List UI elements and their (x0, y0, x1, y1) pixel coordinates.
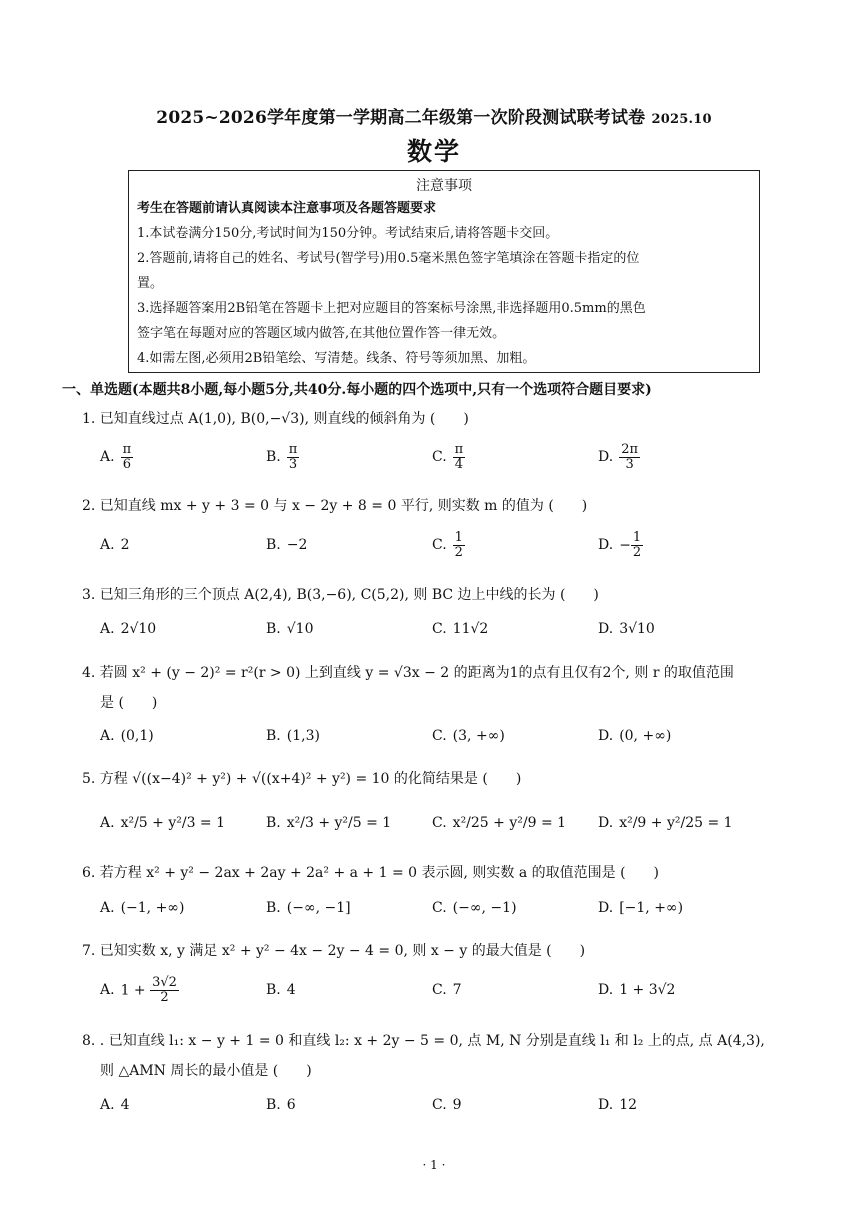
question-text-continued: 则 △AMN 周长的最小值是 ( ) (100, 1063, 312, 1079)
option-value: 2 (120, 537, 130, 553)
option-a (100, 806, 225, 840)
option-row (100, 528, 800, 562)
fraction (150, 976, 179, 1005)
option-label: D. (598, 728, 614, 744)
question-text: 1. 已知直线过点 A(1,0), B(0,−√3), 则直线的倾斜角为 ( ) (82, 411, 469, 427)
option-label: B. (266, 900, 281, 916)
fraction-numerator: 3√2 (152, 974, 177, 990)
option-value: 7 (452, 982, 462, 998)
notice-item: 置。 (137, 276, 164, 291)
exam-title-text: 2025~2026学年度第一学期高二年级第一次阶段测试联考试卷 (156, 108, 646, 128)
notice-item: 2.答题前,请将自己的姓名、考试号(智学号)用0.5毫米黑色签字笔填涂在答题卡指定的位 (137, 251, 640, 266)
option-label: A. (100, 1097, 115, 1113)
option-label: A. (100, 449, 115, 465)
question-stem (82, 580, 802, 610)
option-c (432, 719, 505, 753)
option-label: C. (432, 537, 447, 553)
question-stem (82, 658, 802, 718)
option-a (100, 719, 154, 753)
notice-bold-line: 考生在答题前请认真阅读本注意事项及各题答题要求 (137, 201, 437, 216)
fraction-denominator: 4 (454, 456, 464, 472)
option-label: B. (266, 728, 281, 744)
question-text: 5. 方程 √((x−4)² + y²) + √((x+4)² + y²) = 10 的化简结果是 ( ) (82, 771, 522, 787)
option-row (100, 612, 800, 646)
option-value: 3√10 (619, 621, 655, 637)
option-d (598, 612, 655, 646)
option-label: A. (100, 621, 115, 637)
question-stem (82, 1026, 802, 1086)
option-value: 6 (286, 1097, 296, 1113)
option-value: x²/9 + y²/25 = 1 (619, 815, 733, 831)
fraction-denominator: 6 (122, 456, 131, 472)
option-label: B. (266, 449, 281, 465)
option-value: 1 + 3√2 (619, 982, 676, 998)
option-label: B. (266, 1097, 281, 1113)
exam-date: 2025.10 (651, 112, 712, 127)
option-value (619, 443, 640, 472)
option-a (100, 612, 156, 646)
option-label: D. (598, 537, 614, 553)
option-a (100, 973, 179, 1007)
notice-box (128, 170, 760, 373)
option-a (100, 891, 184, 925)
fraction-denominator: 2 (454, 544, 463, 560)
option-value: −2 (286, 537, 308, 553)
option-value: 4 (286, 982, 296, 998)
fraction-numerator: 1 (454, 529, 463, 545)
option-label: B. (266, 537, 281, 553)
option-label: B. (266, 982, 281, 998)
question-text: 6. 若方程 x² + y² − 2ax + 2ay + 2a² + a + 1 = 0 表示圆, 则实数 a 的取值范围是 ( ) (82, 865, 660, 881)
fraction-numerator: π (454, 441, 464, 457)
option-value: 11√2 (452, 621, 489, 637)
option-label: A. (100, 537, 115, 553)
option-label: A. (100, 982, 115, 998)
option-value: x²/25 + y²/9 = 1 (452, 815, 567, 831)
question-text-continued: 是 ( ) (100, 695, 158, 711)
fraction-numerator: 1 (632, 529, 642, 545)
option-value (121, 976, 179, 1005)
option-b (266, 612, 314, 646)
option-value: 4 (120, 1097, 130, 1113)
option-value: (1,3) (286, 728, 320, 744)
option-label: A. (100, 900, 115, 916)
fraction-numerator: π (122, 441, 132, 457)
option-value (121, 443, 134, 472)
option-b (266, 528, 307, 562)
option-d (598, 719, 671, 753)
option-c (432, 806, 566, 840)
option-d (598, 806, 733, 840)
question-text: 4. 若圆 x² + (y − 2)² = r²(r > 0) 上到直线 y = √3x − 2 的距离为1的点有且仅有2个, 则 r 的取值范围 (82, 665, 734, 681)
option-b (266, 806, 391, 840)
option-value: √10 (286, 621, 314, 637)
fraction-numerator: 2π (621, 441, 639, 457)
option-row (100, 973, 800, 1007)
question-stem (82, 404, 802, 434)
question-text: 7. 已知实数 x, y 满足 x² + y² − 4x − 2y − 4 = 0, 则 x − y 的最大值是 ( ) (82, 943, 586, 959)
option-label: B. (266, 621, 281, 637)
option-d (598, 528, 643, 562)
option-value: (0,1) (120, 728, 154, 744)
option-label: C. (432, 621, 447, 637)
page-number: · 1 · (422, 1158, 446, 1172)
question-text: 2. 已知直线 mx + y + 3 = 0 与 x − 2y + 8 = 0 平行, 则实数 m 的值为 ( ) (82, 498, 588, 514)
question-stem (82, 936, 802, 966)
option-value: (0, +∞) (619, 728, 672, 744)
option-row (100, 440, 800, 474)
option-a (100, 440, 133, 474)
option-label: A. (100, 815, 115, 831)
option-label: C. (432, 449, 447, 465)
option-c (432, 973, 462, 1007)
option-d (598, 440, 640, 474)
section-title: 一、单选题(本题共8小题,每小题5分,共40分.每小题的四个选项中,只有一个选项符合题目要求) (62, 382, 652, 398)
option-b (266, 1088, 296, 1122)
option-value: (3, +∞) (452, 728, 505, 744)
option-prefix: 1 + (120, 982, 151, 998)
fraction-numerator: π (288, 441, 298, 457)
question-stem (82, 858, 802, 888)
question-text: 8. . 已知直线 l₁: x − y + 1 = 0 和直线 l₂: x + 2y − 5 = 0, 点 M, N 分别是直线 l₁ 和 l₂ 上的点, 点 A(4,3), (82, 1033, 765, 1049)
option-label: C. (432, 1097, 447, 1113)
option-row (100, 806, 800, 840)
option-c (432, 440, 465, 474)
option-b (266, 440, 299, 474)
option-d (598, 891, 683, 925)
question-text: 3. 已知三角形的三个顶点 A(2,4), B(3,−6), C(5,2), 则 BC 边上中线的长为 ( ) (82, 587, 599, 603)
option-row (100, 891, 800, 925)
option-value: (−1, +∞) (120, 900, 185, 916)
option-label: C. (432, 900, 447, 916)
notice-item: 签字笔在每题对应的答题区域内做答,在其他位置作答一律无效。 (137, 326, 506, 341)
option-value: x²/3 + y²/5 = 1 (286, 815, 392, 831)
option-row (100, 719, 800, 753)
option-a (100, 528, 129, 562)
option-label: C. (432, 815, 447, 831)
option-value: 2√10 (120, 621, 157, 637)
fraction (287, 443, 300, 472)
fraction (453, 531, 465, 560)
fraction-denominator: 3 (288, 456, 298, 472)
notice-title: 注意事项 (416, 178, 472, 194)
option-value (453, 443, 466, 472)
option-label: B. (266, 815, 281, 831)
option-value (287, 443, 300, 472)
option-label: A. (100, 728, 115, 744)
option-label: D. (598, 1097, 614, 1113)
option-value (453, 531, 465, 560)
option-value (619, 531, 643, 560)
option-value: x²/5 + y²/3 = 1 (120, 815, 226, 831)
option-b (266, 973, 296, 1007)
option-label: C. (432, 982, 447, 998)
option-c (432, 528, 465, 562)
option-label: C. (432, 728, 447, 744)
option-label: D. (598, 815, 614, 831)
option-value: 9 (452, 1097, 462, 1113)
question-stem (82, 491, 802, 521)
option-label: D. (598, 982, 614, 998)
option-label: D. (598, 449, 614, 465)
fraction (631, 531, 643, 560)
fraction-denominator: 2 (632, 544, 642, 560)
option-d (598, 973, 675, 1007)
option-c (432, 1088, 462, 1122)
option-c (432, 891, 517, 925)
option-row (100, 1088, 800, 1122)
fraction-denominator: 2 (160, 989, 169, 1005)
fraction (453, 443, 466, 472)
fraction (619, 443, 640, 472)
fraction-denominator: 3 (625, 456, 634, 472)
notice-item: 4.如需左图,必须用2B铅笔绘、写清楚。线条、符号等须加黑、加粗。 (137, 351, 536, 366)
option-value: 12 (619, 1097, 638, 1113)
option-label: D. (598, 621, 614, 637)
option-b (266, 719, 320, 753)
exam-title (0, 103, 868, 128)
notice-item: 3.选择题答案用2B铅笔在答题卡上把对应题目的答案标号涂黑,非选择题用0.5mm的黑色 (137, 301, 646, 316)
notice-item: 1.本试卷满分150分,考试时间为150分钟。考试结束后,请将答题卡交回。 (137, 226, 559, 241)
subject-title: 数学 (406, 137, 461, 166)
question-stem (82, 764, 802, 794)
option-value: [−1, +∞) (619, 900, 684, 916)
option-a (100, 1088, 129, 1122)
option-d (598, 1088, 637, 1122)
option-label: D. (598, 900, 614, 916)
option-b (266, 891, 351, 925)
option-value: (−∞, −1) (452, 900, 517, 916)
fraction (121, 443, 134, 472)
option-value: (−∞, −1] (286, 900, 351, 916)
option-c (432, 612, 488, 646)
option-prefix: − (619, 537, 631, 553)
